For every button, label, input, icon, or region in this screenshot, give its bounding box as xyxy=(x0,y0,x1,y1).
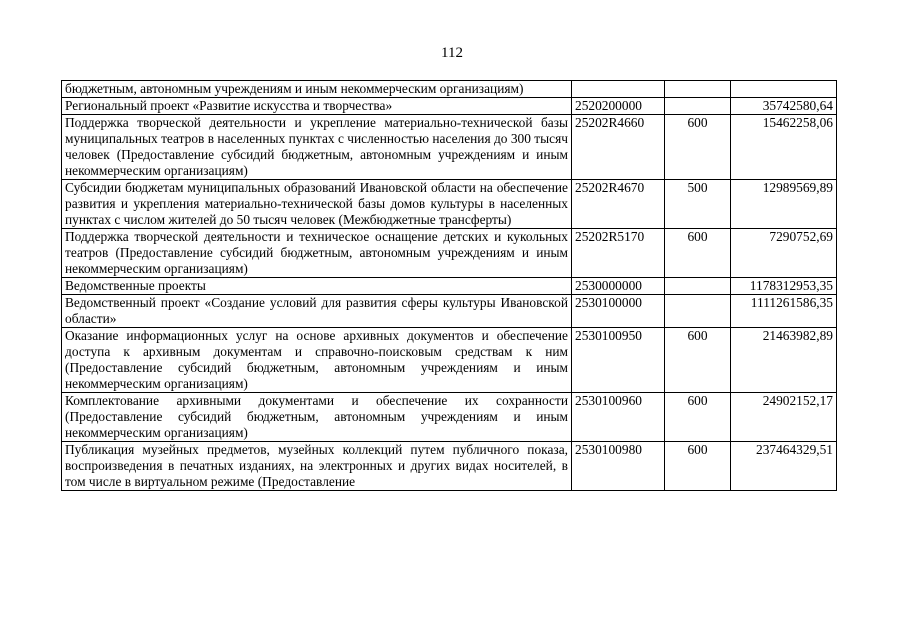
table-row xyxy=(62,442,837,491)
budget-table xyxy=(61,80,837,491)
row-expense-type xyxy=(665,81,731,98)
row-code: 25202R4670 xyxy=(572,180,665,229)
row-name: Оказание информационных услуг на основе архивных документов и обеспечение доступа к архивным документам и справочно-поисковым средствам к ним (Предоставление субсидий бюджетным, автономным учреждениям и иным некоммерческим организациям) xyxy=(62,328,572,393)
row-amount: 1178312953,35 xyxy=(731,278,837,295)
row-name: бюджетным, автономным учреждениям и иным некоммерческим организациям) xyxy=(62,81,572,98)
table-row xyxy=(62,98,837,115)
row-code: 2530000000 xyxy=(572,278,665,295)
row-amount: 1111261586,35 xyxy=(731,295,837,328)
row-amount: 15462258,06 xyxy=(731,115,837,180)
row-name: Ведомственные проекты xyxy=(62,278,572,295)
row-code xyxy=(572,81,665,98)
page-number: 112 xyxy=(441,45,463,61)
row-expense-type: 600 xyxy=(665,442,731,491)
row-name: Комплектование архивными документами и обеспечение их сохранности (Предоставление субсидий бюджетным, автономным учреждениям и иным некоммерческим организациям) xyxy=(62,393,572,442)
row-name: Ведомственный проект «Создание условий для развития сферы культуры Ивановской области» xyxy=(62,295,572,328)
row-expense-type: 600 xyxy=(665,115,731,180)
row-code: 25202R4660 xyxy=(572,115,665,180)
row-name: Публикация музейных предметов, музейных коллекций путем публичного показа, воспроизведения в печатных изданиях, на электронных и других видах носителей, в том числе в виртуальном режиме (Предоставление xyxy=(62,442,572,491)
row-code: 2530100980 xyxy=(572,442,665,491)
row-name: Субсидии бюджетам муниципальных образований Ивановской области на обеспечение развития и укрепления материально-технической базы домов культуры в населенных пунктах с числом жителей до 50 тысяч человек (Межбюджетные трансферты) xyxy=(62,180,572,229)
row-amount: 7290752,69 xyxy=(731,229,837,278)
row-expense-type: 600 xyxy=(665,328,731,393)
row-expense-type xyxy=(665,295,731,328)
table-row xyxy=(62,180,837,229)
row-code: 2520200000 xyxy=(572,98,665,115)
row-amount: 21463982,89 xyxy=(731,328,837,393)
row-name: Поддержка творческой деятельности и укрепление материально-технической базы муниципальных театров в населенных пунктах с численностью населения до 300 тысяч человек (Предоставление субсидий бюджетным, автономным учреждениям и иным некоммерческим организациям) xyxy=(62,115,572,180)
row-amount xyxy=(731,81,837,98)
row-expense-type: 600 xyxy=(665,393,731,442)
row-amount: 35742580,64 xyxy=(731,98,837,115)
row-expense-type xyxy=(665,278,731,295)
row-expense-type xyxy=(665,98,731,115)
budget-table-body xyxy=(62,81,837,491)
table-row xyxy=(62,229,837,278)
row-amount: 12989569,89 xyxy=(731,180,837,229)
row-expense-type: 600 xyxy=(665,229,731,278)
row-amount: 24902152,17 xyxy=(731,393,837,442)
table-row xyxy=(62,295,837,328)
row-code: 2530100960 xyxy=(572,393,665,442)
row-code: 2530100950 xyxy=(572,328,665,393)
table-row xyxy=(62,278,837,295)
table-row xyxy=(62,115,837,180)
row-name: Поддержка творческой деятельности и техническое оснащение детских и кукольных театров (Предоставление субсидий бюджетным, автономным учреждениям и иным некоммерческим организациям) xyxy=(62,229,572,278)
row-name: Региональный проект «Развитие искусства и творчества» xyxy=(62,98,572,115)
row-code: 25202R5170 xyxy=(572,229,665,278)
table-row xyxy=(62,328,837,393)
row-expense-type: 500 xyxy=(665,180,731,229)
table-row xyxy=(62,81,837,98)
row-amount: 237464329,51 xyxy=(731,442,837,491)
table-row xyxy=(62,393,837,442)
row-code: 2530100000 xyxy=(572,295,665,328)
